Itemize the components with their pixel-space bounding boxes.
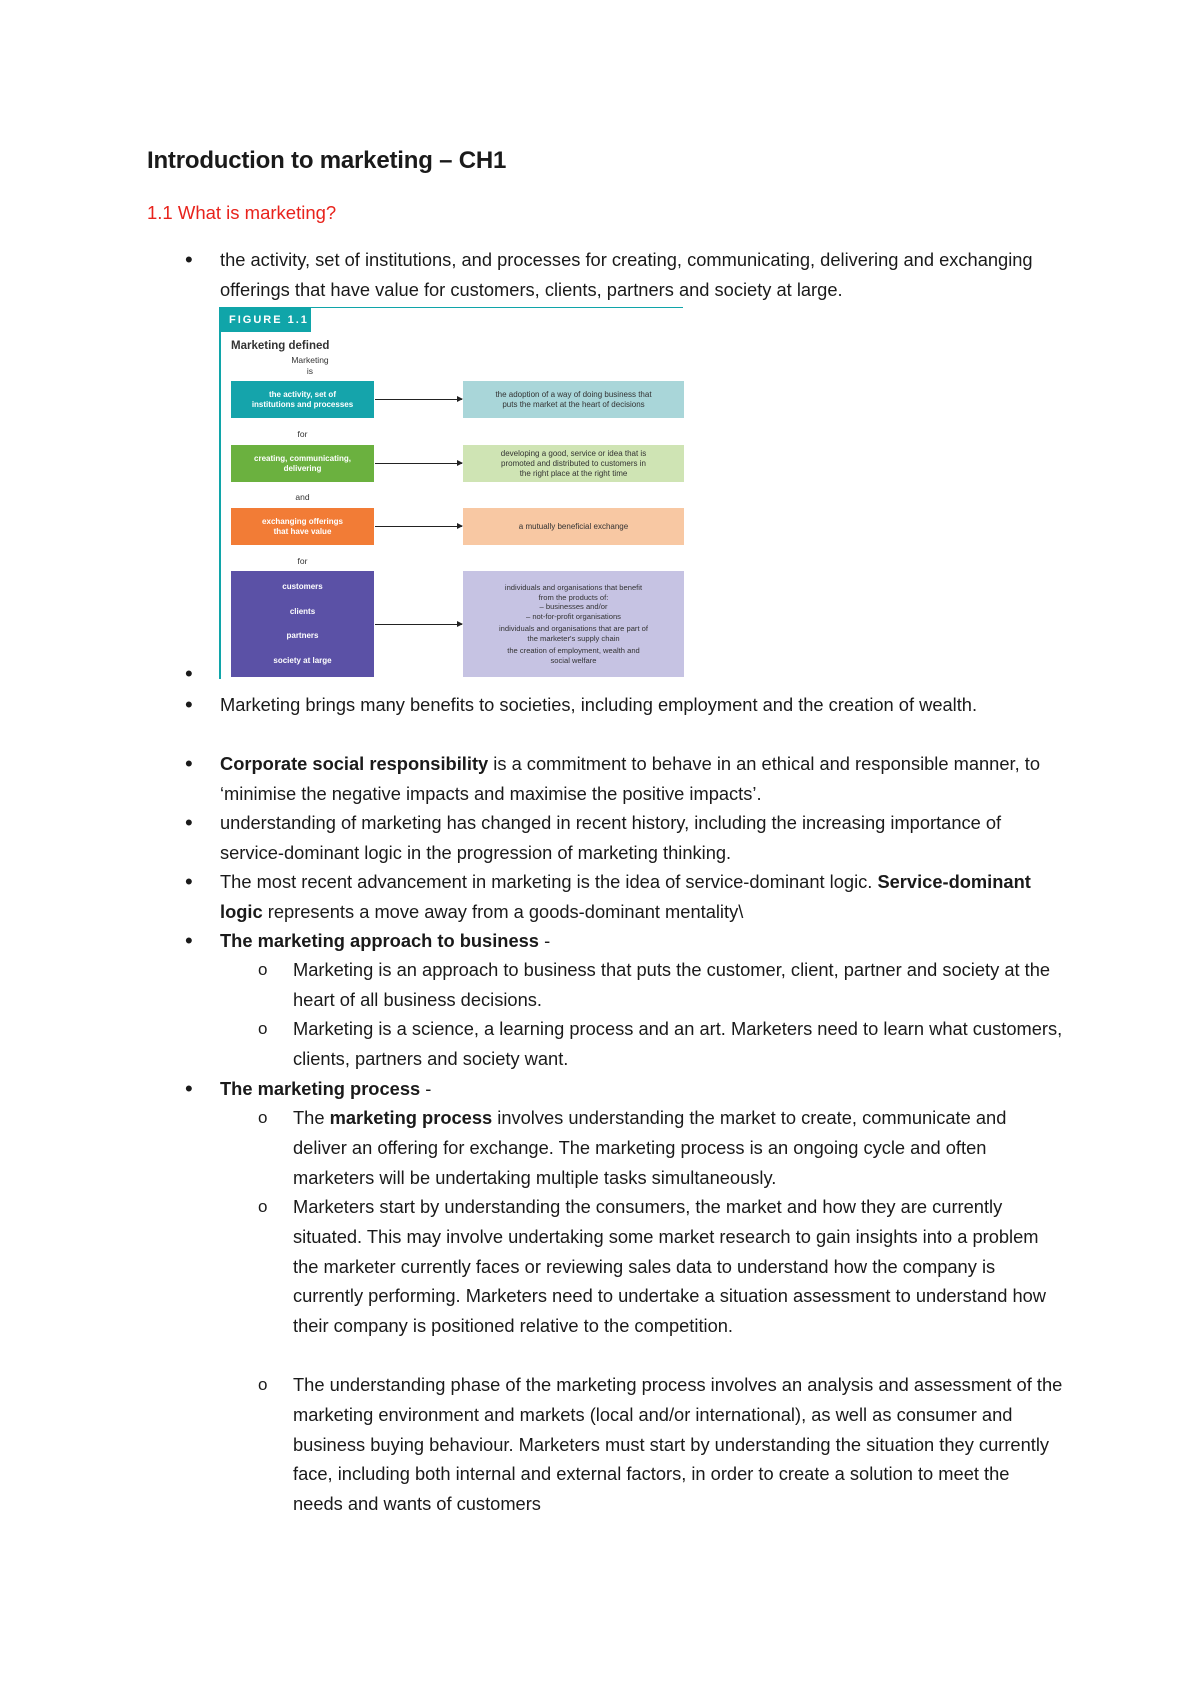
bullet-marker — [185, 694, 193, 716]
bullet-marker — [185, 1078, 193, 1100]
sub-bullet-marker — [258, 960, 267, 979]
figure-box-creating — [231, 445, 374, 482]
sub-bullet-text: Marketing is an approach to business that puts the customer, client, partner and society at the heart of all business decisions. — [293, 959, 1051, 1010]
sub-bullet-text: Marketers start by understanding the consumers, the market and how they are currently situated. This may involve undertaking some market research to gain insights into a problem the marketer currently faces or reviewing sales data to understand how the company is currently performing. Marketers need to undertake a situation assessment to understand how their company is positioned relative to the competition. — [293, 1196, 1046, 1337]
figure-box-activity — [231, 381, 374, 418]
figure-box-text: institutions and processes — [251, 399, 354, 409]
sub-bullet-marker — [258, 1108, 267, 1127]
bullet-marker — [185, 753, 193, 775]
figure-label: is — [306, 366, 314, 376]
bullet-text — [220, 749, 1050, 809]
figure-connector: for — [297, 429, 308, 439]
sub-bullet-text-rest: The — [293, 1107, 330, 1128]
figure-arrow — [375, 526, 462, 527]
figure-connector: and — [295, 492, 310, 502]
figure-heading: Marketing defined — [231, 340, 330, 352]
bold-term: The marketing process — [220, 1078, 421, 1099]
figure-box-adoption — [463, 381, 684, 418]
bullet-text: the activity, set of institutions, and processes for creating, communicating, delivering and exchanging offerings that have value for customers, clients, partners and society at large. — [220, 249, 1033, 300]
figure-box-text: the creation of employment, wealth and — [507, 646, 640, 655]
figure-box-text: clients — [289, 606, 316, 616]
figure-arrow — [375, 624, 462, 625]
figure-connector: for — [297, 556, 308, 566]
sub-bullet-marker — [258, 1375, 267, 1394]
bullet-text-rest: represents a move away from a goods-dominant mentality\ — [262, 900, 744, 922]
figure-box-exchanging — [231, 508, 374, 545]
figure-box-text: the marketer's supply chain — [527, 633, 620, 643]
bullet-text-rest: is a commitment to behave in an ethical and responsible manner, to ‘minimise the negative impacts and maximise the positive impacts’. — [220, 753, 1040, 804]
sub-bullet-marker — [258, 1197, 267, 1216]
page-title: Introduction to marketing – CH1 — [147, 147, 507, 174]
bullet-marker — [185, 663, 193, 685]
figure-box-text: creating, communicating, — [254, 453, 351, 463]
figure-box-text: the right place at the right time — [519, 468, 628, 478]
bold-term: Service-dominant logic — [220, 871, 1031, 922]
bullet-marker — [185, 812, 193, 834]
section-heading: 1.1 What is marketing? — [147, 202, 337, 223]
figure-box-exchange — [463, 508, 684, 545]
sub-bullet-text-rest: involves understanding the market to create, communicate and deliver an offering for exchange. The marketing process is an ongoing cycle and often marketers will be undertaking multiple tasks simultaneously. — [293, 1107, 1007, 1188]
figure-box-text: from the products of: — [538, 592, 609, 602]
figure-box-text: promoted and distributed to customers in — [501, 458, 646, 468]
bold-term: marketing process — [329, 1107, 493, 1128]
figure-box-text: exchanging offerings — [262, 516, 343, 526]
bullet-text — [220, 926, 1050, 956]
figure-box-text: a mutually beneficial exchange — [518, 521, 629, 531]
figure-box-customers — [231, 571, 374, 677]
figure-box-text: individuals and organisations that benefit — [504, 583, 643, 592]
bullet-marker — [185, 249, 193, 271]
figure-box-text: puts the market at the heart of decisions — [502, 399, 645, 409]
figure-arrow — [375, 399, 462, 400]
sub-bullet-text — [293, 1103, 1063, 1192]
figure-box-text: customers — [282, 582, 323, 592]
figure-box-text: social welfare — [550, 655, 597, 665]
bold-term: The marketing approach to business — [220, 930, 539, 951]
figure-arrow — [375, 463, 462, 464]
figure-box-text: – not-for-profit organisations — [526, 611, 621, 621]
sub-bullet-text: The understanding phase of the marketing process involves an analysis and assessment of the marketing environment and markets (local and/or international), as well as consumer and business buying behaviour. Marketers must start by understanding the situation they currently face, including both internal and external factors, in order to create a solution to meet the needs and wants of customers — [293, 1374, 1063, 1515]
bullet-marker — [185, 930, 193, 952]
bullet-text: understanding of marketing has changed in recent history, including the increasing importance of service-dominant logic in the progression of marketing thinking. — [220, 812, 1002, 863]
figure-box-text: – businesses and/or — [539, 602, 608, 611]
sub-bullet-text: Marketing is a science, a learning process and an art. Marketers need to learn what customers, clients, partners and society want. — [293, 1018, 1063, 1069]
bullet-text — [220, 1074, 1050, 1104]
bullet-text — [220, 867, 1050, 927]
figure-label: Marketing — [291, 355, 329, 365]
figure-box-beneficiaries — [463, 571, 684, 677]
figure-box-text: the adoption of a way of doing business that — [495, 389, 652, 399]
bold-term: Corporate social responsibility — [220, 753, 489, 774]
figure-box-text: the activity, set of — [269, 389, 336, 399]
figure-box-text: delivering — [283, 463, 322, 473]
figure-border — [219, 307, 221, 679]
figure-box-text: developing a good, service or idea that is — [500, 448, 647, 458]
figure-tag: FIGURE 1.1 — [221, 308, 311, 332]
bullet-text-rest: - — [538, 930, 551, 951]
figure-box-developing — [463, 445, 684, 482]
figure-box-text: individuals and organisations that are part of — [498, 624, 649, 633]
bullet-text: Marketing brings many benefits to societies, including employment and the creation of wealth. — [220, 694, 978, 715]
figure-box-text: society at large — [273, 655, 332, 665]
sub-bullet-marker — [258, 1019, 267, 1038]
bullet-marker — [185, 871, 193, 893]
bullet-text-rest: The most recent advancement in marketing is the idea of service-dominant logic. — [220, 871, 878, 892]
figure-box-text: partners — [286, 631, 319, 641]
figure-box-text: that have value — [273, 526, 332, 536]
bullet-text-rest: - — [420, 1078, 432, 1099]
